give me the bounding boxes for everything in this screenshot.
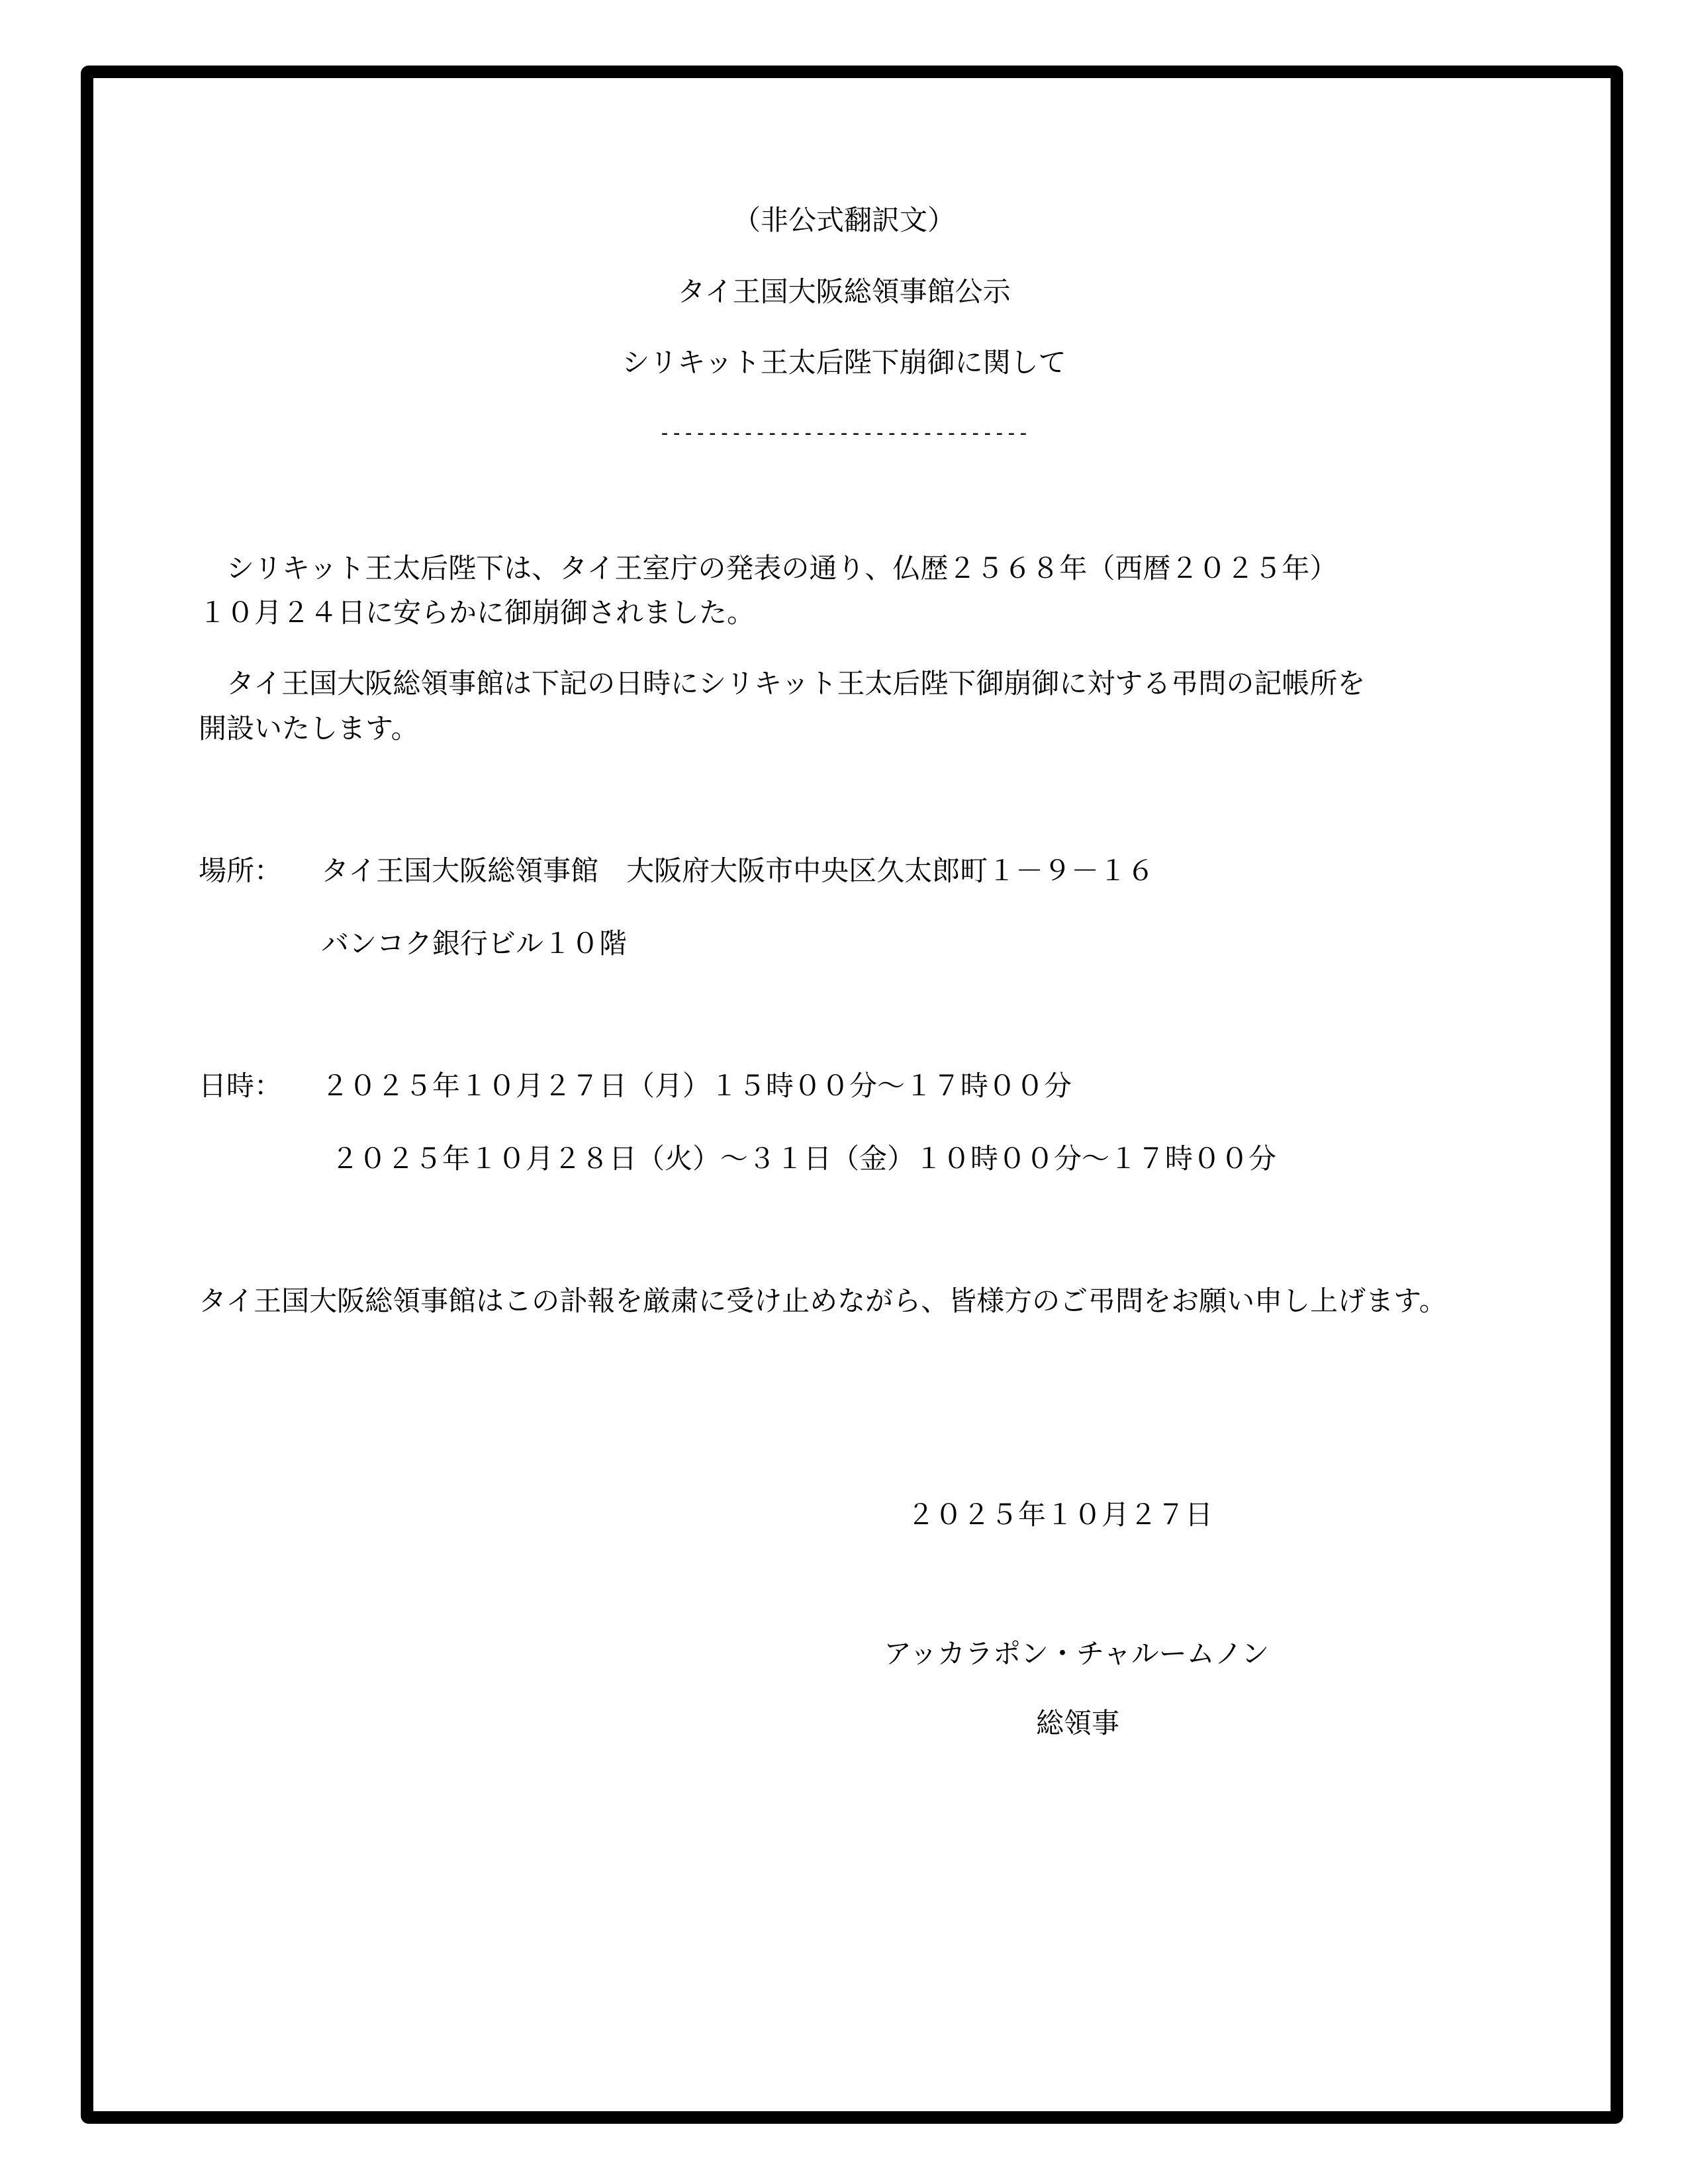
signatory-name: アッカラポン・チャルームノン xyxy=(884,1637,1270,1670)
datetime-line-2: ２０２５年１０月２８日（火）～３１日（金）１０時００分～１７時００分 xyxy=(331,1142,1277,1175)
signature-date: ２０２５年１０月２７日 xyxy=(907,1498,1213,1531)
subject-title: シリキット王太后陛下崩御に関して xyxy=(622,346,1066,379)
datetime-label: 日時： xyxy=(199,1069,283,1102)
signatory-title: 総領事 xyxy=(1036,1707,1120,1739)
location-building: バンコク銀行ビル１０階 xyxy=(321,927,628,960)
issuer-title: タイ王国大阪総領事館公示 xyxy=(677,275,1011,308)
paragraph-1-line-1: シリキット王太后陛下は、タイ王室庁の発表の通り、仏歴２５６８年（西暦２０２５年） xyxy=(199,552,1338,584)
closing-statement: タイ王国大阪総領事館はこの訃報を厳粛に受け止めながら、皆様方のご弔問をお願い申し上げます。 xyxy=(199,1285,1447,1317)
separator-line: ------------------------------- xyxy=(659,422,1029,445)
location-address: タイ王国大阪総領事館 大阪府大阪市中央区久太郎町１－９－１６ xyxy=(321,854,1155,887)
datetime-line-1: ２０２５年１０月２７日（月）１５時００分～１７時００分 xyxy=(321,1069,1072,1102)
paragraph-2-line-2: 開設いたします。 xyxy=(199,712,419,745)
paragraph-2-line-1: タイ王国大阪総領事館は下記の日時にシリキット王太后陛下御崩御に対する弔問の記帳所を xyxy=(199,667,1366,700)
translation-note: （非公式翻訳文） xyxy=(732,204,955,236)
paragraph-1-line-2: １０月２４日に安らかに御崩御されました。 xyxy=(199,596,755,629)
location-label: 場所： xyxy=(199,854,283,887)
